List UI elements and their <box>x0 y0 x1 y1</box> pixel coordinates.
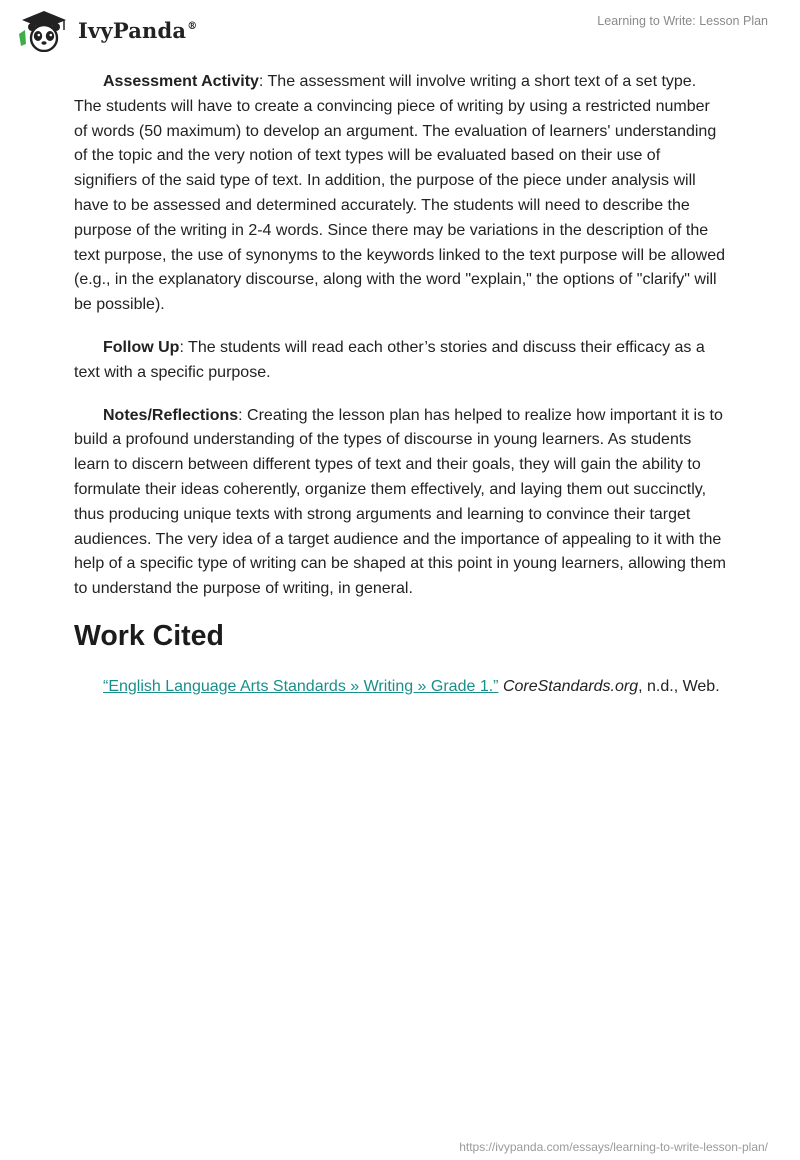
notes-reflections-paragraph <box>74 404 726 602</box>
assessment-activity-paragraph <box>74 70 726 318</box>
citation-entry <box>74 675 726 700</box>
paragraph-label: Assessment Activity <box>103 73 259 90</box>
citation-details: , n.d., Web. <box>638 677 720 695</box>
paragraph-label: Notes/Reflections <box>103 406 239 424</box>
page-url: https://ivypanda.com/essays/learning-to-write-lesson-plan/ <box>459 1140 768 1154</box>
follow-up-paragraph <box>74 336 726 386</box>
paragraph-text: : Creating the lesson plan has helped to realize how important it is to build a profound understanding of the types of discourse in young learners. As students learn to discern between different types of text and their goals, they will gain the ability to formulate their ideas coherently, organize them effectively, and laying them out succinctly, thus producing unique texts with strong arguments and learning to convince their target audiences. The very idea of a target audience and the importance of appealing to it with the help of a specific type of writing can be shaped at this point in young learners, allowing them to understand the purpose of writing, in general. <box>74 406 726 598</box>
paragraph-label: Follow Up <box>103 338 180 356</box>
panda-graduate-icon <box>16 8 72 52</box>
brand-name: IvyPanda® <box>78 17 198 43</box>
citation-link[interactable]: “English Language Arts Standards » Writing » Grade 1.” <box>103 677 499 695</box>
paragraph-text: : The students will read each other’s stories and discuss their efficacy as a text with a specific purpose. <box>74 338 705 381</box>
citation-source: CoreStandards.org <box>502 677 639 695</box>
ivypanda-logo[interactable] <box>16 8 197 52</box>
document-title: Learning to Write: Lesson Plan <box>597 14 768 28</box>
works-cited-heading: Work Cited <box>74 619 224 652</box>
paragraph-text: : The assessment will involve writing a short text of a set type. The students will have to create a convincing piece of writing by using a restricted number of words (50 maximum) to develop an argument. The evaluation of learners' understanding of the topic and the very notion of text types will be evaluated based on their use of signifiers of the said type of text. In addition, the purpose of the piece under analysis will have to be assessed and determined accurately. The students will need to describe the purpose of the writing in 2-4 words. Since there may be variations in the description of the text purpose, the use of synonyms to the keywords linked to the text purpose will be allowed (e.g., in the explanatory discourse, along with the word "explain," the options of "clarify" will be possible). <box>74 73 726 314</box>
essay-body <box>74 70 726 700</box>
page-header <box>0 0 800 56</box>
